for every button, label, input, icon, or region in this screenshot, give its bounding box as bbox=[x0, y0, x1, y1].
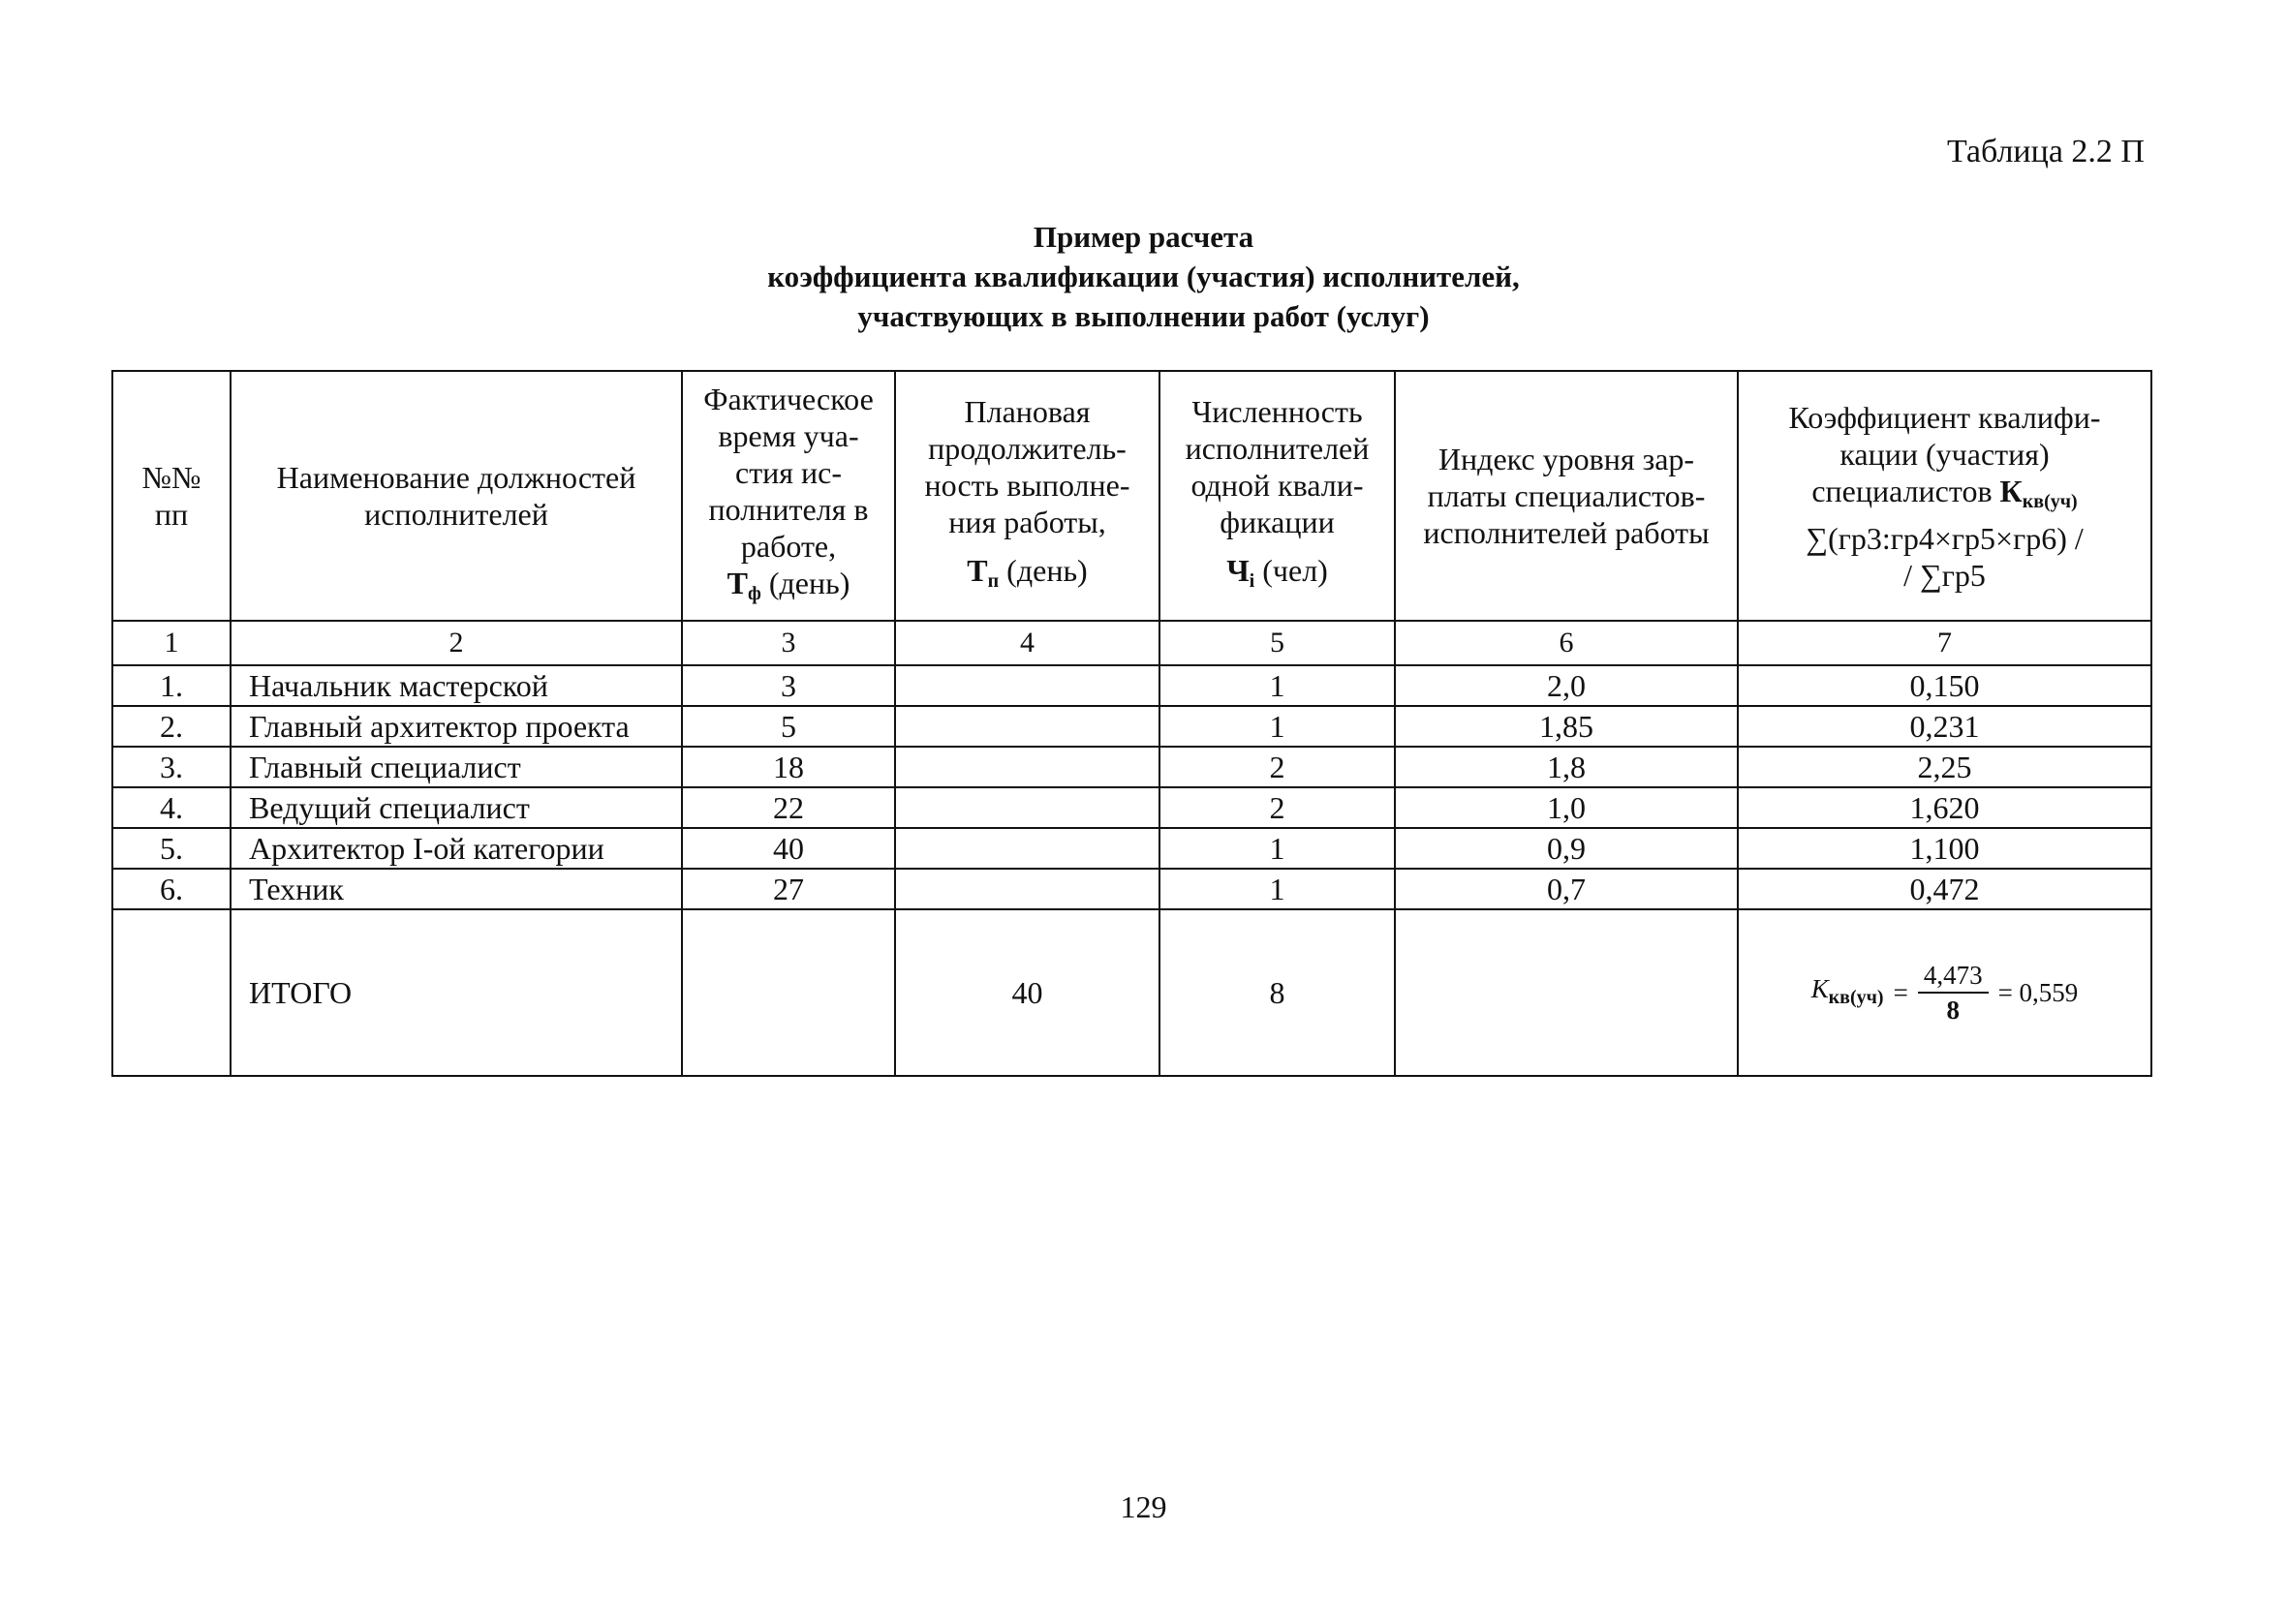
salary-index: 2,0 bbox=[1395, 665, 1738, 706]
actual-time: 27 bbox=[682, 869, 895, 909]
actual-time: 18 bbox=[682, 747, 895, 787]
qualification-coefficient: 0,472 bbox=[1738, 869, 2151, 909]
planned-duration bbox=[895, 747, 1159, 787]
column-number: 1 bbox=[112, 621, 231, 665]
column-number: 7 bbox=[1738, 621, 2151, 665]
row-number: 6. bbox=[112, 869, 231, 909]
table-row bbox=[112, 869, 2151, 909]
qualification-coefficient: 1,620 bbox=[1738, 787, 2151, 828]
formula-fraction bbox=[1918, 959, 1989, 1026]
column-number: 6 bbox=[1395, 621, 1738, 665]
qualification-coefficient: 0,231 bbox=[1738, 706, 2151, 747]
position-name: Ведущий специалист bbox=[231, 787, 682, 828]
row-number: 3. bbox=[112, 747, 231, 787]
formula-equals: = bbox=[1893, 978, 1908, 1007]
column-number: 2 bbox=[231, 621, 682, 665]
performer-count: 1 bbox=[1159, 706, 1395, 747]
actual-time: 5 bbox=[682, 706, 895, 747]
header-planned-duration: Плановая продолжитель- ность выполне- ния работы, $Т_п$ (день) bbox=[895, 371, 1159, 621]
total-number-cell bbox=[112, 909, 231, 1076]
table-header-row bbox=[112, 371, 2151, 621]
calculation-table bbox=[111, 370, 2152, 1077]
actual-time: 40 bbox=[682, 828, 895, 869]
formula-subscript: кв(уч) bbox=[1828, 986, 1884, 1008]
position-name: Техник bbox=[231, 869, 682, 909]
formula-numerator: 4,473 bbox=[1918, 959, 1989, 994]
header-performer-count: Численность исполнителей одной квали- фикации $Ч_i$ (чел) bbox=[1159, 371, 1395, 621]
qualification-coefficient: 2,25 bbox=[1738, 747, 2151, 787]
header-qualification-coefficient: Коэффициент квалифи- кации (участия) специалистов $К_{кв(уч)}$ ∑(гр3:гр4×гр5×гр6) / / ∑гр5 bbox=[1738, 371, 2151, 621]
total-actual-time bbox=[682, 909, 895, 1076]
title-line: участвующих в выполнении работ (услуг) bbox=[857, 299, 1430, 333]
column-numbers-row bbox=[112, 621, 2151, 665]
column-number: 3 bbox=[682, 621, 895, 665]
row-number: 4. bbox=[112, 787, 231, 828]
planned-duration bbox=[895, 665, 1159, 706]
total-coefficient-formula bbox=[1738, 909, 2151, 1076]
performer-count: 1 bbox=[1159, 665, 1395, 706]
performer-count: 1 bbox=[1159, 869, 1395, 909]
table-label: Таблица 2.2 П bbox=[1947, 134, 2145, 169]
total-row bbox=[112, 909, 2151, 1076]
planned-duration bbox=[895, 869, 1159, 909]
qualification-coefficient: 0,150 bbox=[1738, 665, 2151, 706]
title-line: Пример расчета bbox=[1033, 220, 1254, 254]
performer-count: 2 bbox=[1159, 787, 1395, 828]
title-line: коэффициента квалификации (участия) исполнителей, bbox=[767, 260, 1520, 293]
salary-index: 1,85 bbox=[1395, 706, 1738, 747]
position-name: Главный специалист bbox=[231, 747, 682, 787]
performer-count: 1 bbox=[1159, 828, 1395, 869]
column-number: 4 bbox=[895, 621, 1159, 665]
table-row bbox=[112, 706, 2151, 747]
row-number: 2. bbox=[112, 706, 231, 747]
position-name: Главный архитектор проекта bbox=[231, 706, 682, 747]
position-name: Начальник мастерской bbox=[231, 665, 682, 706]
salary-index: 1,0 bbox=[1395, 787, 1738, 828]
salary-index: 0,9 bbox=[1395, 828, 1738, 869]
total-label: ИТОГО bbox=[231, 909, 682, 1076]
total-planned-duration: 40 bbox=[895, 909, 1159, 1076]
salary-index: 0,7 bbox=[1395, 869, 1738, 909]
position-name: Архитектор I-ой категории bbox=[231, 828, 682, 869]
formula-result: = 0,559 bbox=[1997, 978, 2079, 1007]
table-row bbox=[112, 665, 2151, 706]
planned-duration bbox=[895, 787, 1159, 828]
header-actual-time: Фактическое время уча- стия ис- полнителя в работе, $Т_ф$ (день) bbox=[682, 371, 895, 621]
qualification-coefficient: 1,100 bbox=[1738, 828, 2151, 869]
planned-duration bbox=[895, 828, 1159, 869]
formula-symbol: К bbox=[1810, 973, 1829, 1003]
table-row bbox=[112, 787, 2151, 828]
row-number: 1. bbox=[112, 665, 231, 706]
formula-denominator: 8 bbox=[1946, 996, 1960, 1025]
total-salary-index bbox=[1395, 909, 1738, 1076]
table-row bbox=[112, 747, 2151, 787]
performer-count: 2 bbox=[1159, 747, 1395, 787]
salary-index: 1,8 bbox=[1395, 747, 1738, 787]
header-number: №№ пп bbox=[112, 371, 231, 621]
planned-duration bbox=[895, 706, 1159, 747]
total-performer-count: 8 bbox=[1159, 909, 1395, 1076]
header-salary-index: Индекс уровня зар- платы специалистов- исполнителей работы bbox=[1395, 371, 1738, 621]
actual-time: 22 bbox=[682, 787, 895, 828]
actual-time: 3 bbox=[682, 665, 895, 706]
column-number: 5 bbox=[1159, 621, 1395, 665]
header-position-name: Наименование должностей исполнителей bbox=[231, 371, 682, 621]
row-number: 5. bbox=[112, 828, 231, 869]
table-title bbox=[0, 217, 2287, 336]
table-row bbox=[112, 828, 2151, 869]
page-number: 129 bbox=[1120, 1489, 1167, 1524]
